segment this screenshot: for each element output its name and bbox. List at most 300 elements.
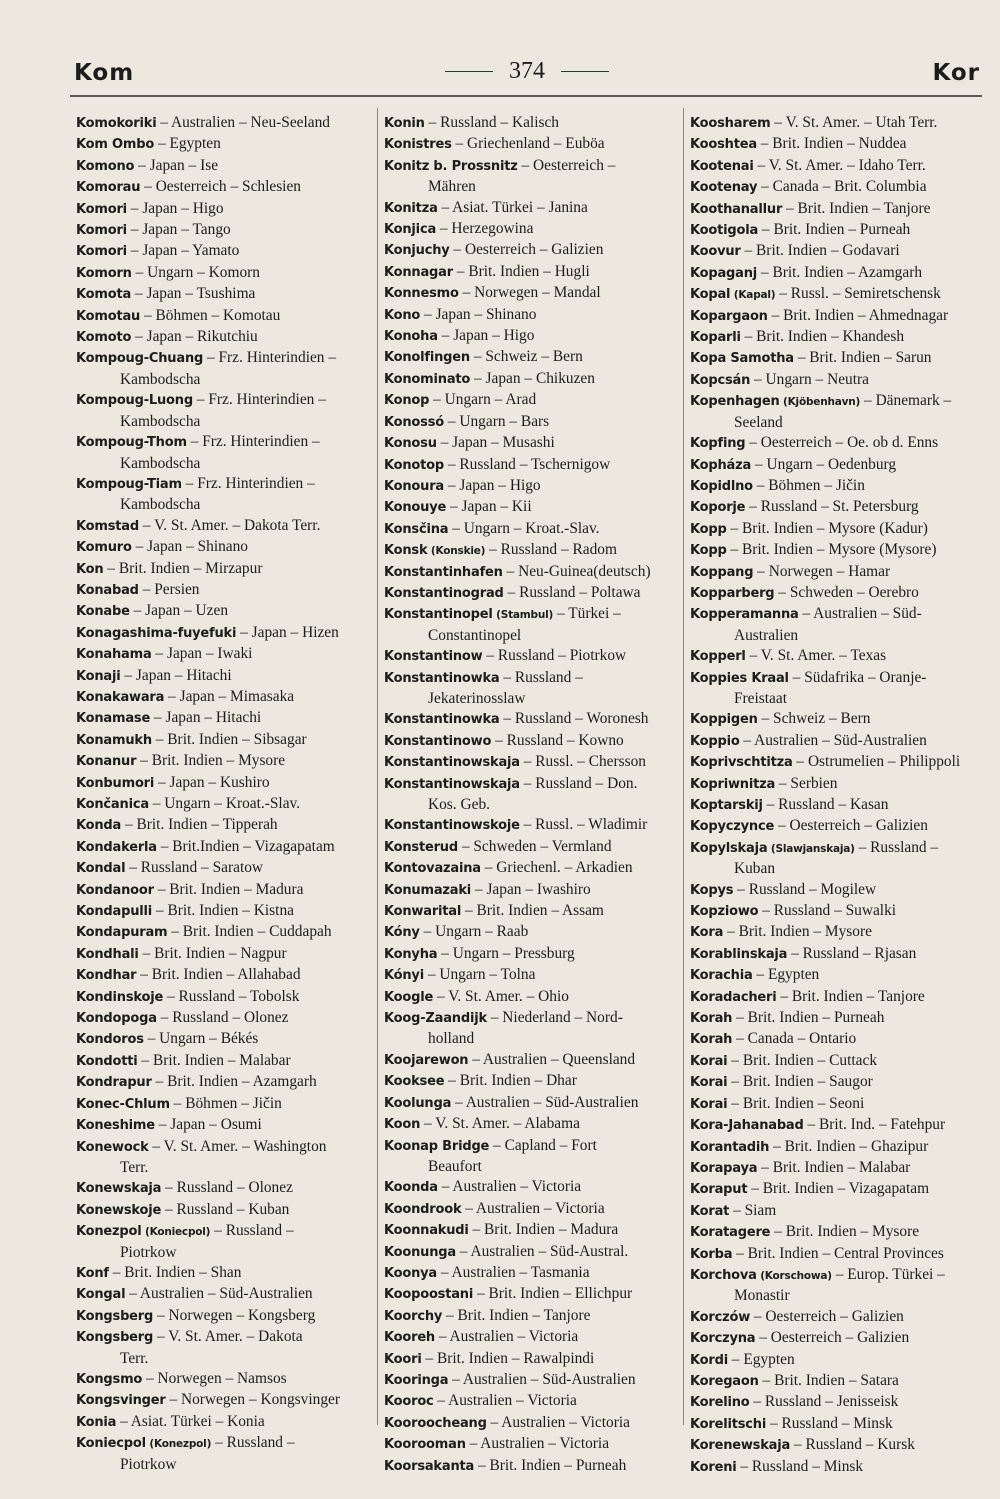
headword-text: Konahama [76, 647, 152, 663]
entry-alt-name: (Konezpol) [145, 1438, 212, 1451]
entry-headword [384, 671, 500, 686]
gazetteer-entry [76, 965, 366, 986]
entry-location: – Russland – Tschernigow [444, 455, 611, 473]
entry-headword [690, 244, 741, 259]
entry-location: – Schweden – Oerebro [774, 583, 919, 601]
entry-headword [384, 755, 520, 770]
entry-location: – Russland – Olonez [161, 1179, 293, 1197]
entry-headword [76, 519, 139, 534]
entry-location: – Japan – Musashi [436, 434, 555, 452]
headword-text: Konec-Chlum [76, 1096, 170, 1112]
headword-text: Komori [76, 244, 127, 260]
headword-text: Korchova [690, 1267, 757, 1283]
entry-headword [384, 500, 446, 515]
gazetteer-entry [384, 1093, 680, 1114]
entry-location: – Böhmen – Komotau [140, 306, 281, 324]
headword-text: Konstantinowskoje [384, 818, 520, 834]
gazetteer-entry [384, 1370, 680, 1391]
entry-location: – Norwegen – Kongsberg [153, 1306, 316, 1324]
gazetteer-entry [384, 433, 680, 454]
gazetteer-entry [384, 1008, 680, 1050]
headword-text: Kopa Samotha [690, 351, 794, 367]
headword-text: Koniecpol [76, 1436, 146, 1452]
entry-continuation: Beaufort [428, 1157, 482, 1175]
entry-location: – Japan – Kii [446, 498, 532, 516]
entry-continuation: Mähren [428, 178, 476, 196]
entry-alt-name: (Konskie) [427, 545, 486, 558]
headword-text: Koorsakanta [384, 1458, 475, 1474]
entry-headword [384, 1096, 451, 1111]
headword-text: Konyha [384, 946, 438, 962]
gazetteer-entry [384, 240, 680, 261]
entry-headword [690, 1460, 737, 1475]
entry-headword [76, 904, 152, 919]
headword-text: Koojarewon [384, 1052, 469, 1068]
entry-continuation: Kambodscha [120, 412, 201, 430]
entry-headword [76, 818, 121, 833]
headword-text: Kondapulli [76, 904, 153, 920]
gazetteer-entry [690, 1158, 990, 1179]
entry-location: – Frz. Hinterindien – [186, 433, 320, 451]
gazetteer-entry [76, 516, 366, 537]
entry-location: – Australien – Victoria [486, 1413, 630, 1431]
gazetteer-entry [384, 731, 680, 752]
entry-location: – Brit. Indien – Nuddea [756, 135, 907, 153]
headword-text: Korczów [690, 1309, 751, 1325]
entry-location: – Brit. Indien – Ahmednagar [767, 306, 949, 324]
entry-continuation: Terr. [120, 1158, 149, 1176]
entry-continuation: Seeland [734, 413, 783, 431]
entry-headword [690, 223, 758, 238]
entry-location: – Frz. Hinterindien – [192, 391, 326, 409]
entry-headword [690, 1353, 728, 1368]
entry-location: – V. St. Amer. – Ohio [433, 987, 569, 1005]
entry-headword [384, 329, 438, 344]
headword-text: Komori [76, 223, 127, 239]
entry-headword [384, 222, 436, 237]
entry-location: – Brit. Indien – Cuddapah [167, 923, 332, 941]
gazetteer-entry [690, 1051, 990, 1072]
entry-location: – Oesterreich – Galizien [755, 1329, 910, 1347]
entry-headword [690, 1310, 750, 1325]
entry-location: – Norwegen – Kongsvinger [165, 1391, 340, 1409]
entry-headword [384, 308, 420, 323]
entry-location: – Australien – Victoria [461, 1199, 605, 1217]
gazetteer-entry [384, 1327, 680, 1348]
entry-location: – Brit. Indien – Ghazipur [769, 1137, 929, 1155]
entry-headword [384, 243, 450, 258]
gazetteer-entry [76, 559, 366, 580]
gazetteer-entry [384, 944, 680, 965]
headword-text: Kooroocheang [384, 1415, 487, 1431]
entry-headword [384, 1287, 473, 1302]
entry-location: – Brit. Indien – Mysore [770, 1223, 920, 1241]
entry-location: – Brit. Indien – Assam [461, 902, 604, 920]
headword-text: Koogle [384, 989, 434, 1005]
entry-headword [690, 1225, 770, 1240]
gazetteer-entry [690, 1328, 990, 1349]
gazetteer-entry [690, 348, 990, 369]
headword-text: Koppies Kraal [690, 670, 789, 686]
entry-headword [690, 1247, 732, 1262]
headword-text: Konosu [384, 436, 437, 452]
headword-text: Konakawara [76, 689, 165, 705]
headword-text: Končanica [76, 797, 149, 812]
entry-continuation: Piotrkow [120, 1243, 177, 1261]
entry-alt-name: (Stambul) [492, 609, 554, 622]
entry-headword [690, 1182, 747, 1197]
headword-text: Korai [690, 1075, 728, 1091]
entry-continuation: Kambodscha [120, 496, 201, 514]
entry-headword [76, 1224, 210, 1239]
headword-text: Konsčina [384, 521, 449, 537]
gazetteer-entry [690, 284, 990, 305]
entry-location: – Ungarn – Tolna [423, 966, 536, 984]
gazetteer-entry [76, 348, 366, 390]
entry-headword [384, 1202, 461, 1217]
headword-text: Konewskoje [76, 1202, 162, 1218]
entry-location: – Russland – Kowno [491, 731, 624, 749]
entry-location: – Ungarn – Komorn [131, 263, 260, 281]
entry-location: – Asiat. Türkei – Janina [437, 198, 588, 216]
headword-text: Korah [690, 1011, 733, 1027]
gazetteer-entry [690, 604, 990, 646]
gazetteer-entry [76, 858, 366, 879]
gazetteer-entry [690, 816, 990, 837]
gazetteer-entry [690, 134, 990, 155]
gazetteer-entry [384, 326, 680, 347]
entry-headword [690, 458, 751, 473]
entry-continuation: Piotrkow [120, 1455, 177, 1473]
gazetteer-entry [690, 177, 990, 198]
entry-location: – Serbien [775, 774, 838, 792]
entry-headword [690, 479, 753, 494]
headword-text: Kopcsán [690, 372, 751, 388]
gazetteer-entry [384, 219, 680, 240]
entry-headword [690, 968, 753, 983]
headword-text: Koonya [384, 1265, 438, 1281]
entry-headword [690, 904, 758, 919]
gazetteer-entry [690, 838, 990, 880]
gazetteer-entry [384, 646, 680, 667]
gazetteer-entry [384, 283, 680, 304]
entry-headword [76, 159, 134, 174]
gazetteer-entry [76, 773, 366, 794]
headword-text: Komotau [76, 308, 141, 324]
gazetteer-entry [690, 1094, 990, 1115]
headword-text: Koonnakudi [384, 1223, 469, 1239]
headword-text: Konop [384, 393, 430, 409]
entry-location: – Egypten [727, 1350, 795, 1368]
entry-headword [76, 1181, 161, 1196]
headword-text: Komorau [76, 180, 141, 196]
entry-headword [384, 607, 553, 622]
entry-headword [384, 1352, 422, 1367]
headword-text: Konossó [384, 414, 444, 430]
entry-location: – Australien – Victoria [433, 1392, 577, 1410]
headword-text: Kondhali [76, 946, 139, 962]
gazetteer-entry [690, 1435, 990, 1456]
headword-text: Koptarskij [690, 798, 763, 813]
headword-text: Komorn [76, 265, 132, 281]
headword-text: Kordi [690, 1352, 728, 1368]
headword-text: Kongsberg [76, 1330, 154, 1346]
entry-location: – Brit. Indien – Seoni [727, 1094, 865, 1112]
headword-text: Konumazaki [384, 882, 472, 898]
entry-location: – Japan – Kushiro [154, 773, 270, 791]
gazetteer-entry [76, 687, 366, 708]
headword-text: Kootenai [690, 158, 754, 174]
gazetteer-entry [384, 1177, 680, 1198]
gazetteer-entry [76, 284, 366, 305]
entry-location: – Brit. Indien – Malabar [137, 1051, 291, 1069]
gazetteer-entry [76, 837, 366, 858]
headword-text: Kooroc [384, 1394, 434, 1410]
headword-text: Kondrapur [76, 1075, 152, 1091]
entry-location: – Ungarn – Békés [143, 1030, 259, 1048]
entry-headword [690, 394, 860, 409]
entry-location: – Brit. Indien – Central Provinces [732, 1244, 944, 1262]
headword-text: Konstantinow [384, 649, 483, 665]
entry-location: – Russland – Olonez [156, 1009, 289, 1027]
gazetteer-entry [690, 774, 990, 795]
headword-text: Konstantinhafen [384, 564, 503, 580]
gazetteer-entry [76, 901, 366, 922]
entry-alt-name: (Slawjanskaja) [767, 842, 855, 855]
gazetteer-entry [690, 1371, 990, 1392]
headword-text: Komokoriki [76, 116, 157, 131]
entry-location: – Brit. Indien – Saugor [727, 1073, 873, 1091]
entry-headword [690, 947, 787, 962]
headword-text: Komstad [76, 518, 139, 534]
gazetteer-entry [690, 1414, 990, 1435]
entry-location: – Europ. Türkei – [831, 1265, 945, 1283]
entry-headword [76, 223, 127, 238]
entry-location: – Russland – [854, 838, 939, 856]
entry-headword [76, 1372, 142, 1387]
headword-text: Konouye [384, 500, 447, 516]
entry-location: – Japan – Mimasaka [164, 687, 295, 705]
entry-headword [76, 244, 127, 259]
entry-headword [76, 776, 154, 791]
entry-headword [384, 968, 424, 983]
gazetteer-entry [76, 644, 366, 665]
gazetteer-entry [690, 880, 990, 901]
gazetteer-entry [384, 1136, 680, 1178]
entry-headword [384, 116, 425, 131]
headword-text: Kontovazaina [384, 861, 481, 877]
entry-location: – Griechenl. – Arkadien [480, 859, 633, 877]
entry-headword [76, 883, 154, 898]
gazetteer-entry [76, 815, 366, 836]
headword-text: Koori [384, 1351, 422, 1367]
gazetteer-entry [384, 922, 680, 943]
entry-headword [384, 159, 518, 174]
entry-headword [690, 1417, 766, 1432]
headword-text: Koon [384, 1117, 421, 1133]
entry-headword [76, 990, 163, 1005]
headword-text: Kondoros [76, 1032, 144, 1048]
entry-location: – Brit. Indien – Tanjore [442, 1306, 591, 1324]
gazetteer-entry [76, 199, 366, 220]
gazetteer-entry [690, 306, 990, 327]
entry-location: – Brit.Indien – Vizagapatam [156, 837, 335, 855]
gazetteer-entry [690, 1244, 990, 1265]
entry-headword [384, 372, 470, 387]
headword-text: Korai [690, 1053, 728, 1069]
entry-location: – Russland – Tobolsk [163, 987, 300, 1005]
entry-headword [384, 734, 491, 749]
entry-headword [690, 116, 770, 131]
entry-headword [384, 1309, 442, 1324]
entry-headword [384, 818, 520, 833]
gazetteer-entry [690, 709, 990, 730]
entry-headword [76, 947, 139, 962]
headword-text: Komono [76, 158, 135, 174]
headword-text: Konjica [384, 222, 437, 238]
gazetteer-entry [690, 731, 990, 752]
entry-location: – Ungarn – Kroat.-Slav. [148, 795, 301, 812]
entry-location: – Oesterreich – Oe. ob d. Enns [745, 434, 939, 452]
gazetteer-entry [690, 668, 990, 710]
headword-text: Konstantinowskaja [384, 755, 520, 771]
entry-headword [690, 1161, 757, 1176]
entry-location: – Ungarn – Arad [429, 391, 537, 409]
gazetteer-entry [690, 646, 990, 667]
gazetteer-entry [690, 391, 990, 433]
headword-text: Koreni [690, 1459, 737, 1475]
gazetteer-entry [384, 1114, 680, 1135]
gazetteer-entry [384, 455, 680, 476]
gazetteer-entry [384, 1391, 680, 1412]
running-head-left: Kom [74, 60, 135, 86]
headword-text: Kora [690, 925, 724, 941]
headword-text: Konia [76, 1414, 117, 1430]
entry-location: – Brit. Indien – Azamgarh [151, 1073, 317, 1091]
running-head-right: Kor [932, 60, 980, 86]
entry-alt-name: (Kapal) [730, 289, 776, 302]
entry-headword [76, 1287, 125, 1302]
entry-headword [76, 647, 152, 662]
entry-location: – Canada – Brit. Columbia [757, 178, 927, 196]
entry-continuation: Kos. Geb. [428, 796, 490, 813]
gazetteer-entry [690, 370, 990, 391]
headword-text: Kopháza [690, 457, 752, 473]
entry-location: – Japan – Osumi [154, 1116, 262, 1134]
gazetteer-entry [76, 241, 366, 262]
entry-alt-name: (Koniecpol) [141, 1226, 211, 1239]
entry-headword [690, 1140, 769, 1155]
entry-location: – Brit. Indien – Malabar [757, 1158, 911, 1176]
headword-text: Konwarital [384, 904, 462, 920]
headword-text: Kopziowo [690, 904, 759, 920]
entry-location: – Brit. Indien – Allahabad [136, 966, 301, 984]
headword-text: Korantadih [690, 1139, 770, 1155]
headword-text: Koorchy [384, 1308, 443, 1324]
headword-text: Kopparberg [690, 585, 775, 601]
entry-continuation: holland [428, 1030, 475, 1048]
headword-text: Konaji [76, 668, 121, 684]
gazetteer-entry [384, 497, 680, 518]
gazetteer-entry [690, 583, 990, 604]
gazetteer-entry [384, 1306, 680, 1327]
entry-headword [384, 543, 485, 558]
entry-location: – Niederland – Nord- [486, 1009, 623, 1027]
gazetteer-entry [384, 752, 680, 773]
gazetteer-entry [76, 1433, 366, 1475]
headword-text: Kopriwnitza [690, 776, 776, 792]
entry-location: – Japan – Hitachi [150, 709, 262, 727]
gazetteer-entry [690, 1008, 990, 1029]
entry-location: – Japan – Hizen [236, 623, 339, 641]
gazetteer-entry [384, 837, 680, 858]
gazetteer-entry [76, 1072, 366, 1093]
entry-headword [690, 1118, 804, 1133]
entry-location: – Brit. Indien – Tipperah [121, 816, 278, 834]
column-2 [377, 108, 680, 1474]
entry-headword [384, 436, 437, 451]
headword-text: Kom Ombo [76, 137, 155, 153]
headword-text: Koratagere [690, 1225, 771, 1241]
entry-headword [690, 309, 768, 324]
entry-location: – Japan – Chikuzen [470, 369, 595, 387]
headword-text: Kompoug-Tiam [76, 476, 182, 492]
entry-headword [384, 350, 470, 365]
entry-location: – Schweden – Vermland [457, 837, 612, 855]
gazetteer-entry [384, 604, 680, 646]
gazetteer-entry [690, 944, 990, 965]
headword-text: Konominato [384, 371, 471, 387]
headword-text: Kondhar [76, 968, 137, 984]
entry-location: – Brit. Indien – Mysore [136, 752, 286, 770]
entry-location: – Ungarn – Pressburg [437, 944, 575, 962]
gazetteer-entry [76, 623, 366, 644]
headword-text: Komori [76, 201, 127, 217]
entry-location: – Brit. Indien – Dhar [444, 1072, 577, 1090]
headword-text: Koovur [690, 244, 741, 260]
gazetteer-entry [690, 965, 990, 986]
entry-continuation: Kuban [734, 860, 776, 878]
entry-headword [76, 669, 121, 684]
entry-headword [76, 393, 193, 408]
headword-text: Konistres [384, 137, 452, 153]
entry-location: – V. St. Amer. – Washington [148, 1137, 327, 1155]
gazetteer-entry [76, 306, 366, 327]
entry-headword [690, 1374, 759, 1389]
headword-text: Kongsberg [76, 1308, 154, 1324]
entry-location: – Brit. Indien – Sibsagar [151, 730, 307, 748]
headword-text: Kooringa [384, 1372, 449, 1388]
headword-text: Koosharem [690, 116, 771, 131]
entry-headword [76, 733, 152, 748]
headword-text: Konsterud [384, 839, 458, 855]
entry-headword [384, 1053, 468, 1068]
gazetteer-entry [690, 1029, 990, 1050]
entry-headword [384, 479, 444, 494]
entry-headword [690, 925, 723, 940]
entry-headword [690, 266, 757, 281]
headword-text: Konotop [384, 457, 445, 473]
headword-text: Kopperamanna [690, 607, 799, 623]
entry-continuation: Australien [734, 626, 799, 644]
headword-text: Korai [690, 1096, 728, 1112]
headword-text: Koonda [384, 1180, 438, 1196]
column-3 [683, 108, 990, 1475]
gazetteer-entry [690, 220, 990, 241]
entry-location: – Russland – [499, 668, 583, 686]
page-number-block [445, 58, 609, 85]
entry-headword [384, 925, 420, 940]
